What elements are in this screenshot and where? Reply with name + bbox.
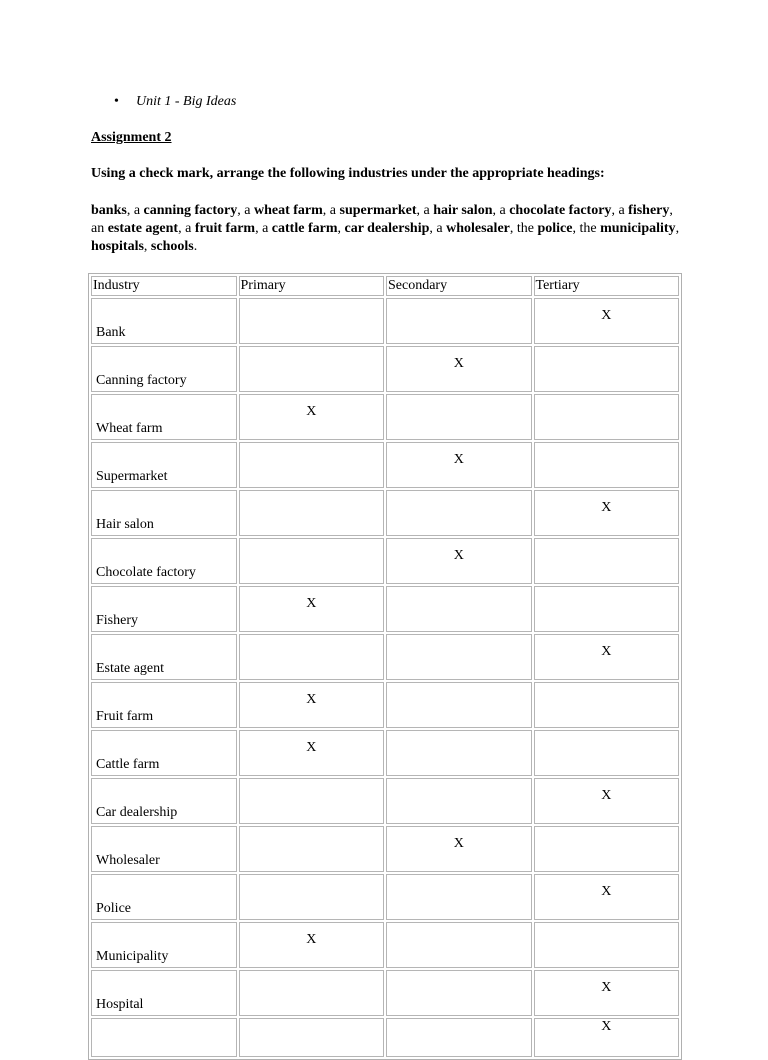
paragraph-text: , (675, 221, 680, 236)
paragraph-text: , a (322, 203, 340, 218)
industry-term: canning factory (143, 203, 238, 218)
industry-term: banks (91, 203, 127, 218)
industry-name-cell: Estate agent (91, 634, 237, 680)
industry-term: chocolate factory (509, 203, 612, 218)
tertiary-mark-cell: X (534, 778, 680, 824)
paragraph-text: , the (572, 221, 601, 236)
header-secondary: Secondary (386, 276, 532, 296)
tertiary-mark-cell: X (534, 970, 680, 1016)
secondary-mark-cell: X (386, 442, 532, 488)
secondary-mark-cell (386, 730, 532, 776)
industry-name-cell: Chocolate factory (91, 538, 237, 584)
paragraph-text: , the (509, 221, 538, 236)
primary-mark-cell (239, 634, 385, 680)
primary-mark-cell (239, 298, 385, 344)
tertiary-mark-cell: X (534, 1018, 680, 1057)
industry-name-cell: Cattle farm (91, 730, 237, 776)
industry-name-cell: Hair salon (91, 490, 237, 536)
tertiary-mark-cell (534, 394, 680, 440)
secondary-mark-cell: X (386, 346, 532, 392)
tertiary-mark-cell (534, 682, 680, 728)
header-tertiary: Tertiary (534, 276, 680, 296)
paragraph-text: , a (237, 203, 254, 218)
industry-name-cell: Fruit farm (91, 682, 237, 728)
industry-name-cell: Car dealership (91, 778, 237, 824)
table-row (91, 874, 679, 920)
secondary-mark-cell (386, 394, 532, 440)
secondary-mark-cell (386, 970, 532, 1016)
paragraph-text: , (337, 221, 345, 236)
primary-mark-cell: X (239, 394, 385, 440)
industry-term: fruit farm (194, 221, 256, 236)
industry-term: hair salon (433, 203, 493, 218)
industry-term: fishery (628, 203, 670, 218)
industry-term: schools (150, 239, 194, 254)
tertiary-mark-cell: X (534, 490, 680, 536)
primary-mark-cell (239, 874, 385, 920)
industry-name-cell: Wholesaler (91, 826, 237, 872)
industry-name-cell: Canning factory (91, 346, 237, 392)
industry-term: wheat farm (253, 203, 323, 218)
header-primary: Primary (239, 276, 385, 296)
industry-term: car dealership (344, 221, 430, 236)
industry-name-cell: Supermarket (91, 442, 237, 488)
table-row (91, 586, 679, 632)
primary-mark-cell (239, 970, 385, 1016)
industry-term: hospitals (91, 239, 144, 254)
table-row (91, 682, 679, 728)
unit-title: Unit 1 - Big Ideas (136, 94, 237, 109)
table-row (91, 346, 679, 392)
bullet-icon: • (114, 94, 119, 109)
tertiary-mark-cell (534, 538, 680, 584)
tertiary-mark-cell (534, 442, 680, 488)
paragraph-text: , a (611, 203, 629, 218)
industry-term: cattle farm (271, 221, 338, 236)
industry-name-cell: Wheat farm (91, 394, 237, 440)
industry-name-cell: Police (91, 874, 237, 920)
secondary-mark-cell (386, 490, 532, 536)
primary-mark-cell (239, 826, 385, 872)
industry-name-cell: Fishery (91, 586, 237, 632)
table-row (91, 394, 679, 440)
industry-term: supermarket (339, 203, 417, 218)
secondary-mark-cell (386, 634, 532, 680)
table-row (91, 922, 679, 968)
tertiary-mark-cell (534, 826, 680, 872)
table-row (91, 298, 679, 344)
paragraph-text: , (143, 239, 151, 254)
secondary-mark-cell (386, 682, 532, 728)
primary-mark-cell: X (239, 586, 385, 632)
tertiary-mark-cell (534, 346, 680, 392)
primary-mark-cell (239, 442, 385, 488)
header-industry: Industry (91, 276, 237, 296)
industries-paragraph (91, 202, 681, 256)
secondary-mark-cell: X (386, 826, 532, 872)
secondary-mark-cell (386, 922, 532, 968)
primary-mark-cell: X (239, 730, 385, 776)
primary-mark-cell: X (239, 682, 385, 728)
tertiary-mark-cell (534, 922, 680, 968)
primary-mark-cell (239, 346, 385, 392)
secondary-mark-cell (386, 778, 532, 824)
primary-mark-cell: X (239, 922, 385, 968)
table-header-row (91, 276, 679, 296)
industry-term: municipality (600, 221, 676, 236)
paragraph-text: , a (429, 221, 447, 236)
paragraph-text: , an (91, 203, 673, 236)
paragraph-text: , a (126, 203, 144, 218)
industry-table-container (88, 273, 682, 1060)
primary-mark-cell (239, 778, 385, 824)
paragraph-text: , a (255, 221, 272, 236)
paragraph-text: , a (416, 203, 434, 218)
assignment-title: Assignment 2 (91, 130, 172, 145)
tertiary-mark-cell: X (534, 874, 680, 920)
table-row (91, 730, 679, 776)
primary-mark-cell (239, 538, 385, 584)
table-row (91, 538, 679, 584)
industry-name-cell: Hospital (91, 970, 237, 1016)
industry-name-cell: Municipality (91, 922, 237, 968)
primary-mark-cell (239, 490, 385, 536)
industry-table (89, 274, 681, 1059)
industry-name-cell: Bank (91, 298, 237, 344)
tertiary-mark-cell: X (534, 298, 680, 344)
industry-term: police (537, 221, 573, 236)
table-row (91, 634, 679, 680)
table-row (91, 490, 679, 536)
table-row (91, 826, 679, 872)
instructions-text: Using a check mark, arrange the following industries under the appropriate headings: (91, 166, 605, 181)
paragraph-text: , a (492, 203, 510, 218)
unit-bullet-item (114, 94, 236, 110)
paragraph-text: . (193, 239, 198, 254)
secondary-mark-cell (386, 586, 532, 632)
tertiary-mark-cell (534, 586, 680, 632)
industry-term: estate agent (107, 221, 179, 236)
secondary-mark-cell (386, 298, 532, 344)
secondary-mark-cell (386, 874, 532, 920)
tertiary-mark-cell: X (534, 634, 680, 680)
secondary-mark-cell: X (386, 538, 532, 584)
tertiary-mark-cell (534, 730, 680, 776)
table-row (91, 970, 679, 1016)
paragraph-text: , a (178, 221, 195, 236)
industry-term: wholesaler (446, 221, 510, 236)
table-row (91, 778, 679, 824)
table-row (91, 442, 679, 488)
